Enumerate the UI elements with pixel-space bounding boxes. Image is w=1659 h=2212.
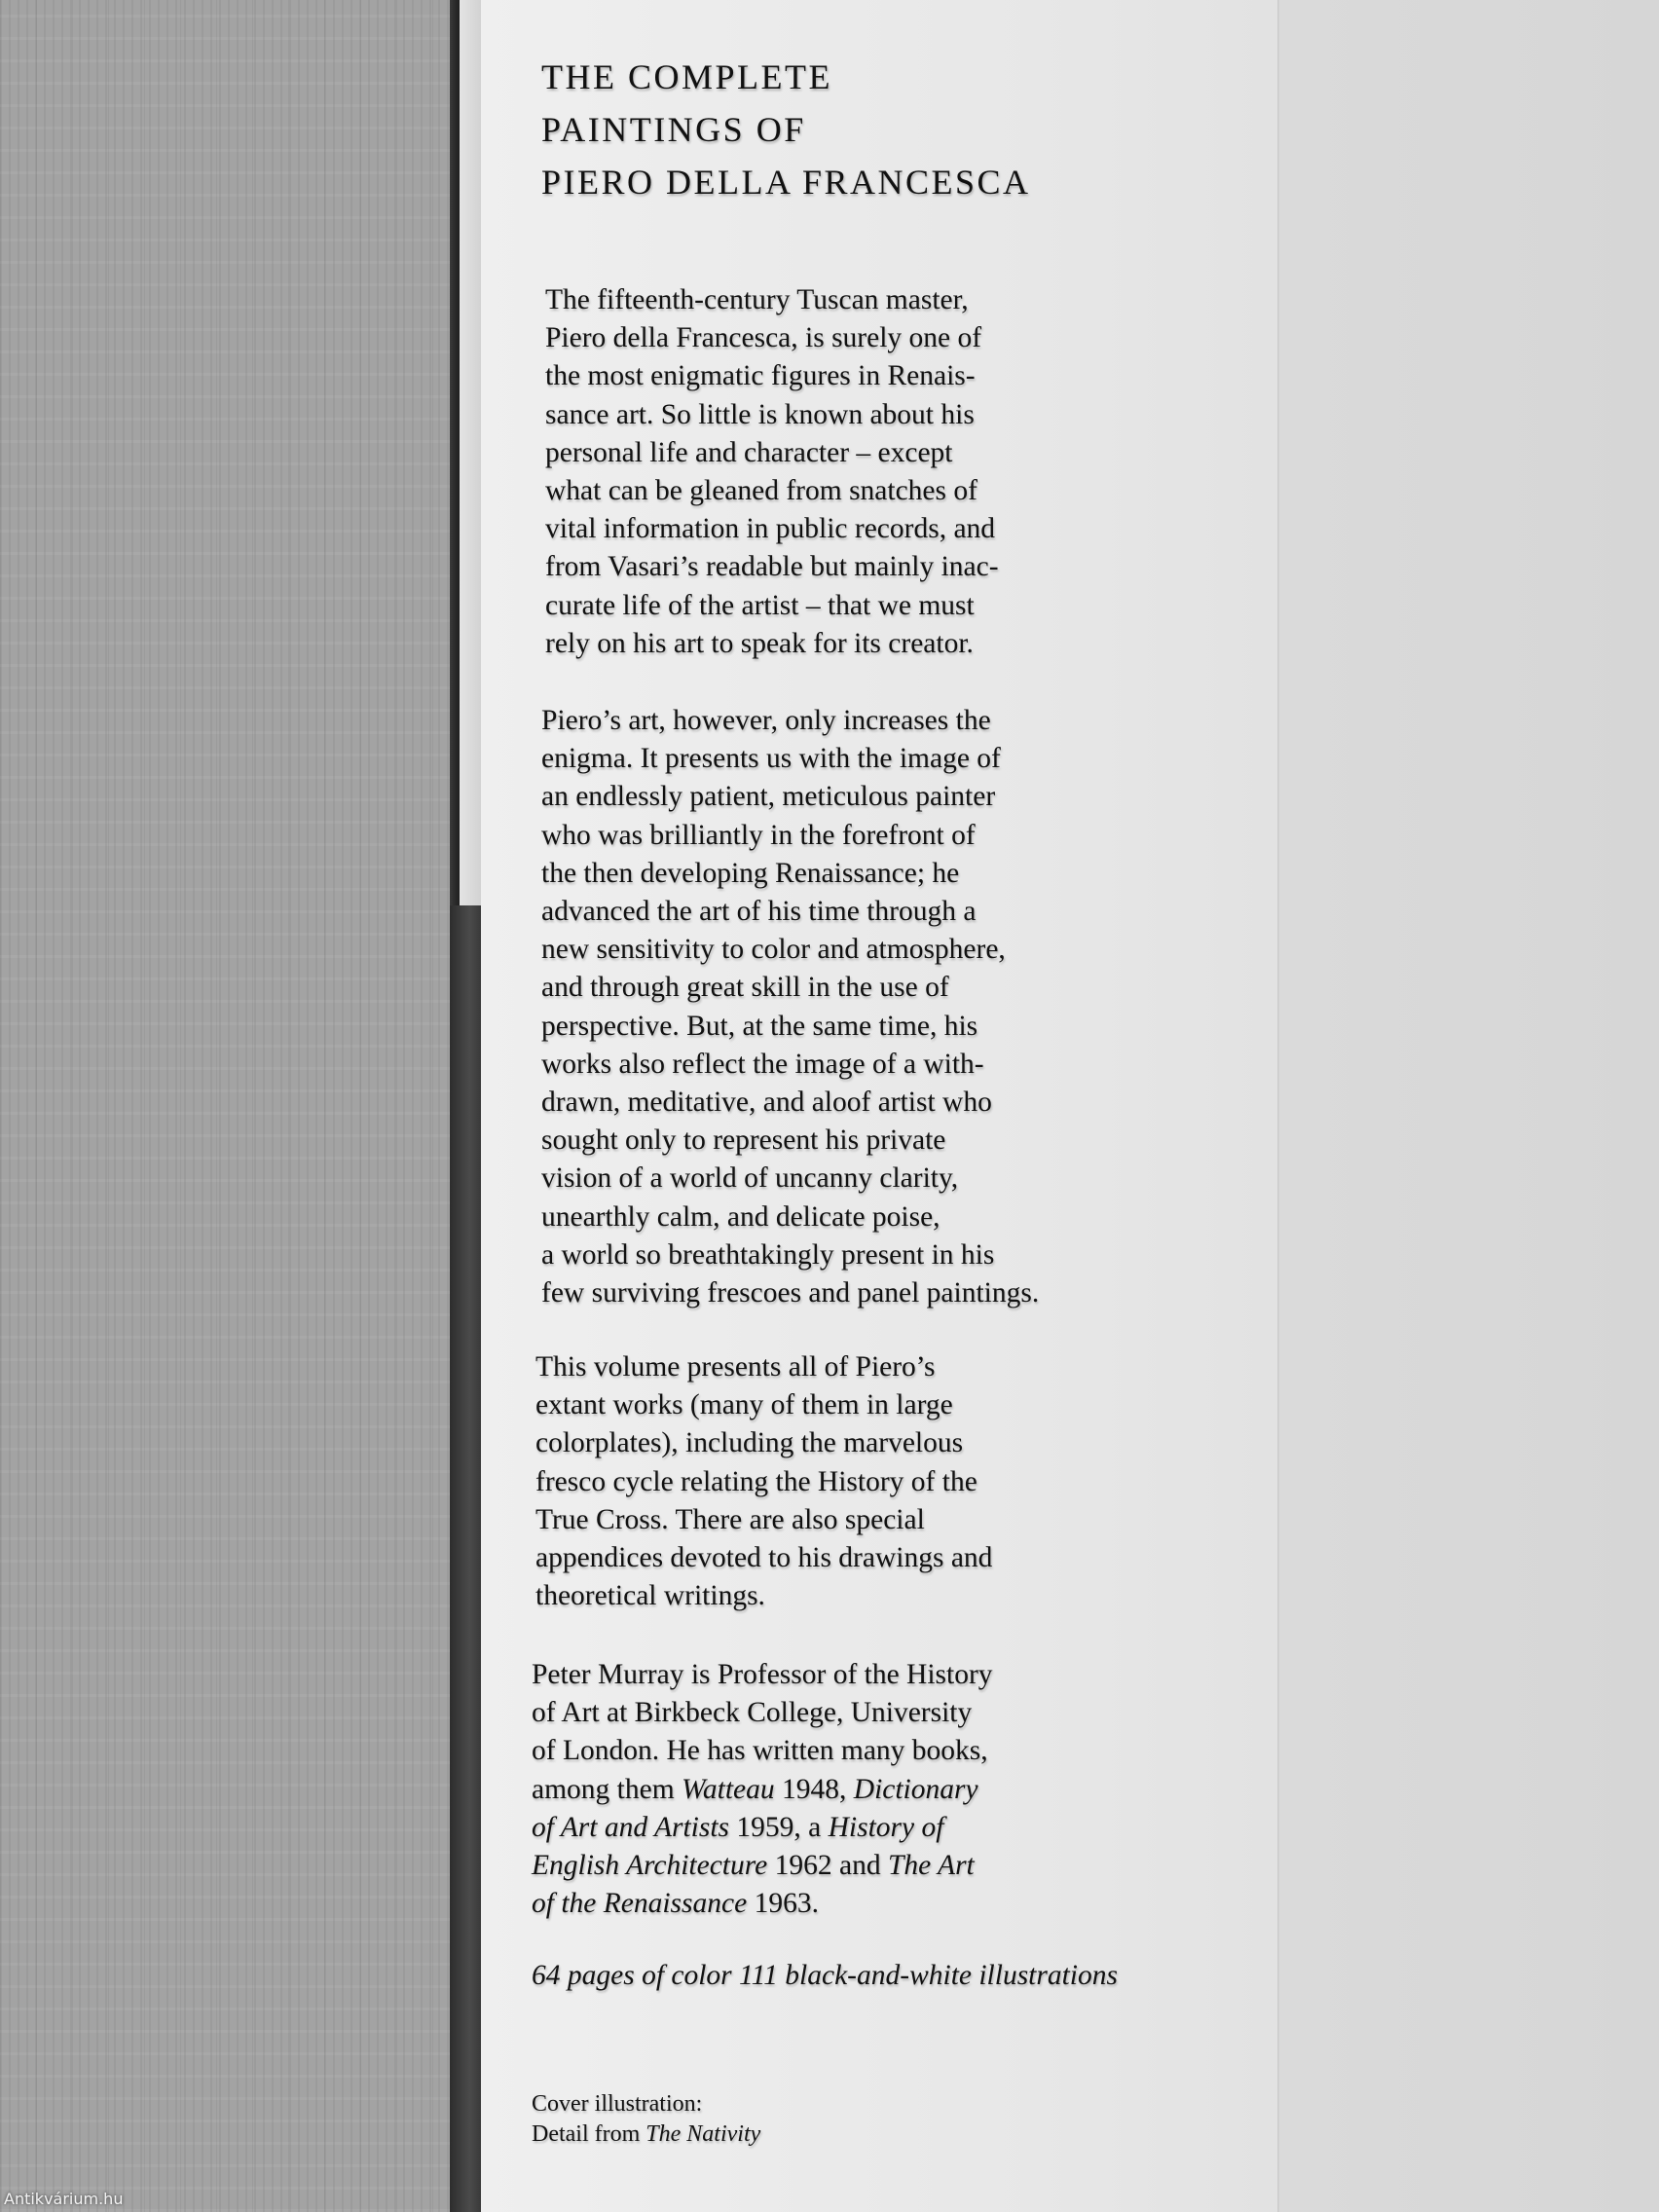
text-line: perspective. But, at the same time, his (541, 1010, 978, 1042)
text-line: The fifteenth-century Tuscan master, (545, 284, 969, 315)
text-line: new sensitivity to color and atmosphere, (541, 934, 1006, 966)
text-line: the then developing Renaissance; he (541, 857, 960, 889)
text-line: unearthly calm, and delicate poise, (541, 1200, 940, 1233)
book-title-history: History of (828, 1811, 944, 1843)
text-line: few surviving frescoes and panel paintings. (541, 1277, 1040, 1309)
color-pages-count: 64 pages of color (532, 1960, 732, 1991)
book-title-dictionary: Dictionary (853, 1773, 978, 1805)
text-line: Peter Murray is Professor of the History (532, 1659, 993, 1690)
text-line: and through great skill in the use of (541, 972, 949, 1004)
book-title-history-cont: English Architecture (532, 1850, 768, 1882)
jacket-flap-fold (1277, 0, 1659, 2212)
text-line: fresco cycle relating the History of the (535, 1465, 977, 1497)
text-line: advanced the art of his time through a (541, 896, 977, 928)
text-line: works also reflect the image of a with- (541, 1048, 984, 1080)
cover-work-title: The Nativity (645, 2121, 761, 2147)
text-line: sance art. So little is known about his (545, 398, 975, 430)
text-line: personal life and character – except (545, 436, 953, 468)
text-line: an endlessly patient, meticulous painter (541, 781, 996, 813)
text-run: Detail from (532, 2121, 646, 2147)
title-line: PAINTINGS OF (541, 110, 806, 149)
text-line: Piero’s art, however, only increases the (541, 705, 991, 736)
book-title-dictionary-cont: of Art and Artists (532, 1811, 729, 1843)
cover-detail (532, 2120, 760, 2150)
text-line: who was brilliantly in the forefront of (541, 819, 976, 851)
book-spine-dark (450, 905, 483, 2212)
text-line: a world so breathtakingly present in his (541, 1238, 995, 1271)
cover-label: Cover illustration: (532, 2091, 703, 2117)
site-watermark: Antikvárium.hu (4, 2190, 124, 2208)
text-line: vital information in public records, and (545, 513, 996, 545)
title-line: THE COMPLETE (541, 57, 832, 96)
text-run: 1963. (747, 1888, 819, 1920)
book-title-art-cont: of the Renaissance (532, 1888, 748, 1920)
book-title (541, 51, 1031, 208)
text-line (532, 1847, 993, 1885)
book-spine-light (460, 0, 481, 905)
text-line (532, 1885, 993, 1923)
text-run: 1962 and (767, 1850, 888, 1882)
text-line: rely on his art to speak for its creator. (545, 627, 974, 659)
bw-illustrations-count: 111 black-and-white illustrations (739, 1960, 1118, 1991)
author-bio-paragraph (532, 1656, 993, 1923)
title-line: PIERO DELLA FRANCESCA (541, 163, 1031, 202)
text-line: sought only to represent his private (541, 1124, 946, 1157)
text-line (532, 1809, 993, 1847)
text-line: what can be gleaned from snatches of (545, 475, 977, 507)
volume-paragraph (535, 1348, 992, 1615)
text-line: from Vasari’s readable but mainly inac- (545, 551, 999, 583)
text-run: among them (532, 1773, 682, 1805)
text-line: of London. He has written many books, (532, 1735, 988, 1767)
text-line: vision of a world of uncanny clarity, (541, 1162, 959, 1195)
text-line: This volume presents all of Piero’s (535, 1351, 936, 1382)
text-line: colorplates), including the marvelous (535, 1427, 964, 1459)
text-line: theoretical writings. (535, 1580, 765, 1612)
textured-backdrop (0, 0, 450, 2212)
illustration-counts (532, 1957, 1118, 1995)
cover-illustration-credit (532, 2089, 760, 2150)
book-title-watteau: Watteau (682, 1773, 775, 1805)
text-line: the most enigmatic figures in Renais- (545, 360, 976, 392)
text-line: enigma. It presents us with the image of (541, 743, 1001, 775)
text-line: drawn, meditative, and aloof artist who (541, 1087, 992, 1119)
text-run: 1948, (774, 1773, 854, 1805)
art-paragraph (541, 702, 1039, 1312)
text-line: extant works (many of them in large (535, 1389, 953, 1421)
text-run: 1959, a (729, 1811, 829, 1843)
text-line: True Cross. There are also special (535, 1503, 925, 1535)
intro-paragraph (545, 281, 999, 663)
text-line: Piero della Francesca, is surely one of (545, 322, 982, 354)
text-line: appendices devoted to his drawings and (535, 1542, 993, 1574)
text-line: of Art at Birkbeck College, University (532, 1697, 973, 1729)
text-line (532, 1771, 993, 1809)
text-line: curate life of the artist – that we must (545, 589, 975, 621)
book-title-art: The Art (887, 1850, 975, 1882)
